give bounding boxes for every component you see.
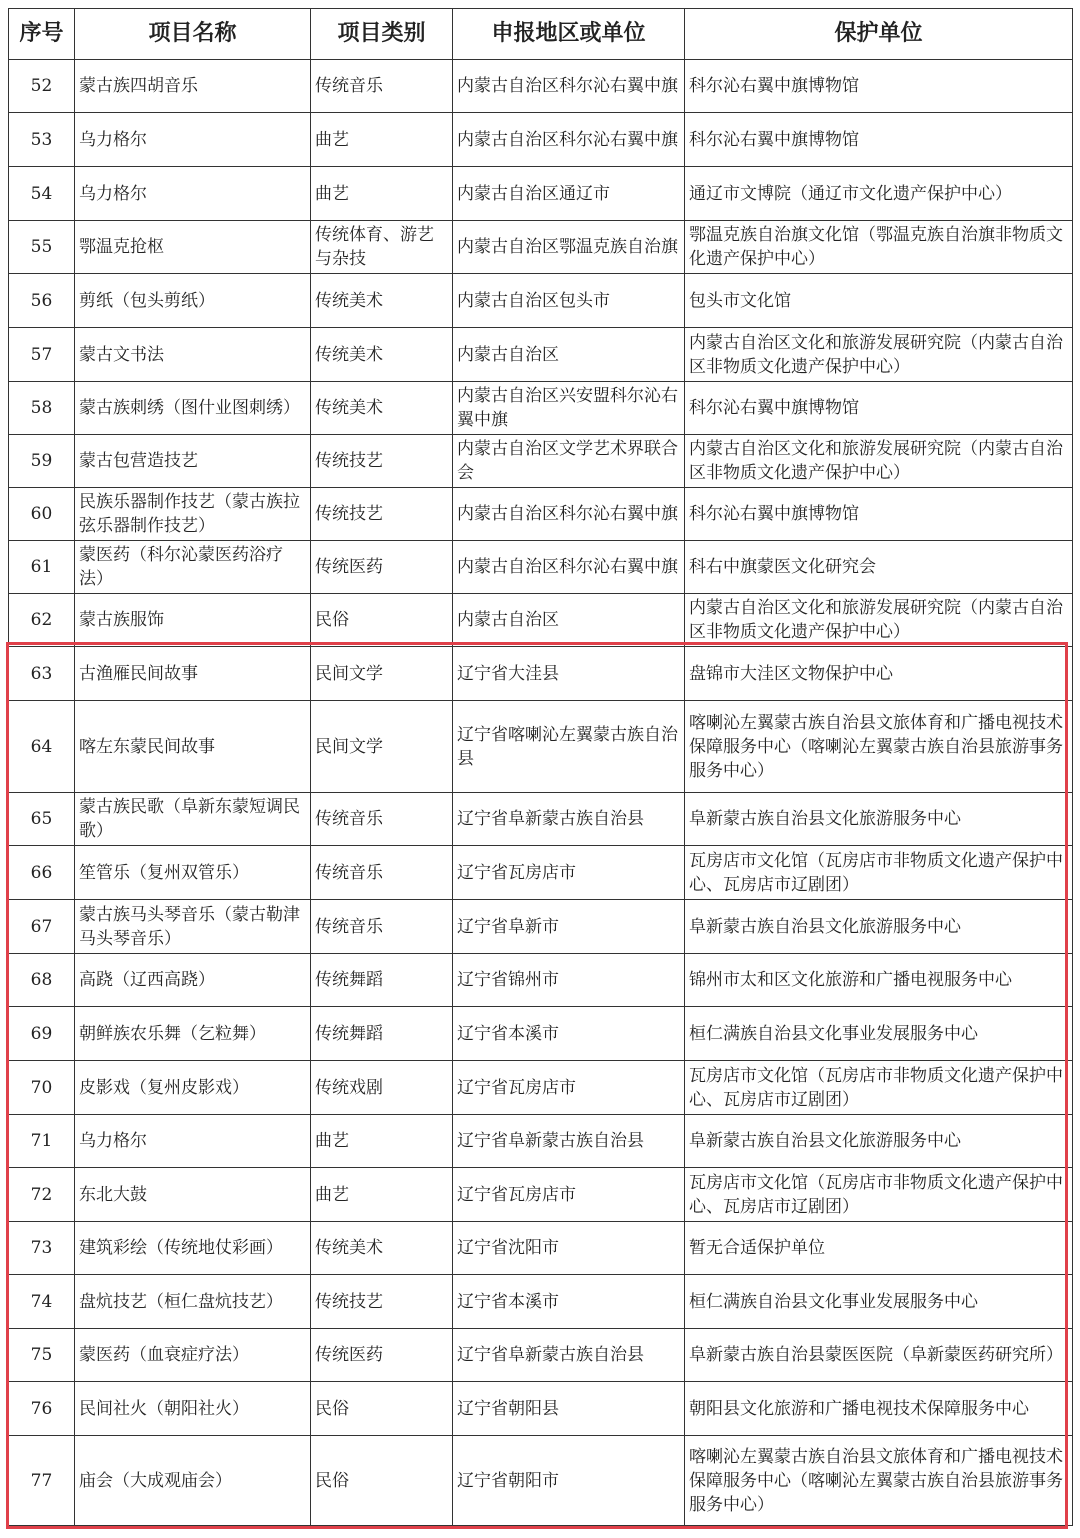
- table-row: [9, 382, 1073, 435]
- cell-no: 74: [9, 1275, 75, 1329]
- cell-region: 内蒙古自治区科尔沁右翼中旗: [453, 113, 685, 167]
- cell-region: 辽宁省阜新蒙古族自治县: [453, 1329, 685, 1382]
- cell-region: 内蒙古自治区鄂温克族自治旗: [453, 221, 685, 274]
- cell-category: 传统戏剧: [311, 1061, 453, 1115]
- cell-unit: 科尔沁右翼中旗博物馆: [685, 382, 1073, 435]
- cell-region: 内蒙古自治区兴安盟科尔沁右翼中旗: [453, 382, 685, 435]
- cell-name: 笙管乐（复州双管乐）: [75, 846, 311, 900]
- table-row: [9, 1007, 1073, 1061]
- cell-name: 东北大鼓: [75, 1168, 311, 1222]
- cell-no: 57: [9, 328, 75, 382]
- cell-name: 庙会（大成观庙会）: [75, 1436, 311, 1526]
- cell-no: 60: [9, 488, 75, 541]
- table-row: [9, 594, 1073, 647]
- cell-region: 辽宁省阜新蒙古族自治县: [453, 793, 685, 846]
- cell-region: 辽宁省朝阳市: [453, 1436, 685, 1526]
- cell-region: 辽宁省锦州市: [453, 954, 685, 1007]
- table-row: [9, 1168, 1073, 1222]
- cell-name: 喀左东蒙民间故事: [75, 701, 311, 793]
- table-row: [9, 328, 1073, 382]
- cell-unit: 朝阳县文化旅游和广播电视技术保障服务中心: [685, 1382, 1073, 1436]
- cell-no: 55: [9, 221, 75, 274]
- heritage-table: [8, 8, 1073, 1526]
- cell-no: 65: [9, 793, 75, 846]
- cell-unit: 暂无合适保护单位: [685, 1222, 1073, 1275]
- table-row: [9, 1275, 1073, 1329]
- cell-no: 73: [9, 1222, 75, 1275]
- cell-no: 69: [9, 1007, 75, 1061]
- cell-no: 71: [9, 1115, 75, 1168]
- cell-category: 传统舞蹈: [311, 954, 453, 1007]
- cell-category: 民俗: [311, 1436, 453, 1526]
- cell-name: 古渔雁民间故事: [75, 647, 311, 701]
- cell-no: 66: [9, 846, 75, 900]
- cell-category: 曲艺: [311, 167, 453, 221]
- cell-no: 59: [9, 435, 75, 488]
- cell-no: 72: [9, 1168, 75, 1222]
- cell-name: 蒙古族民歌（阜新东蒙短调民歌）: [75, 793, 311, 846]
- table-row: [9, 435, 1073, 488]
- cell-unit: 喀喇沁左翼蒙古族自治县文旅体育和广播电视技术保障服务中心（喀喇沁左翼蒙古族自治县旅游事务服务中心）: [685, 1436, 1073, 1526]
- cell-region: 内蒙古自治区科尔沁右翼中旗: [453, 541, 685, 594]
- cell-category: 传统音乐: [311, 60, 453, 113]
- cell-unit: 鄂温克族自治旗文化馆（鄂温克族自治旗非物质文化遗产保护中心）: [685, 221, 1073, 274]
- cell-unit: 瓦房店市文化馆（瓦房店市非物质文化遗产保护中心、瓦房店市辽剧团）: [685, 1061, 1073, 1115]
- cell-unit: 科右中旗蒙医文化研究会: [685, 541, 1073, 594]
- cell-region: 辽宁省瓦房店市: [453, 1168, 685, 1222]
- cell-category: 传统技艺: [311, 1275, 453, 1329]
- cell-name: 民间社火（朝阳社火）: [75, 1382, 311, 1436]
- cell-name: 鄂温克抢枢: [75, 221, 311, 274]
- table-row: [9, 221, 1073, 274]
- cell-region: 内蒙古自治区包头市: [453, 274, 685, 328]
- table-row: [9, 167, 1073, 221]
- cell-no: 54: [9, 167, 75, 221]
- table-row: [9, 1061, 1073, 1115]
- cell-region: 辽宁省沈阳市: [453, 1222, 685, 1275]
- cell-name: 高跷（辽西高跷）: [75, 954, 311, 1007]
- table-row: [9, 647, 1073, 701]
- cell-no: 63: [9, 647, 75, 701]
- cell-category: 民俗: [311, 594, 453, 647]
- cell-unit: 锦州市太和区文化旅游和广播电视服务中心: [685, 954, 1073, 1007]
- cell-unit: 阜新蒙古族自治县文化旅游服务中心: [685, 1115, 1073, 1168]
- cell-region: 内蒙古自治区文学艺术界联合会: [453, 435, 685, 488]
- cell-name: 蒙古族服饰: [75, 594, 311, 647]
- table-row: [9, 846, 1073, 900]
- cell-name: 蒙医药（科尔沁蒙医药浴疗法）: [75, 541, 311, 594]
- table-row: [9, 274, 1073, 328]
- cell-no: 58: [9, 382, 75, 435]
- cell-no: 64: [9, 701, 75, 793]
- cell-unit: 喀喇沁左翼蒙古族自治县文旅体育和广播电视技术保障服务中心（喀喇沁左翼蒙古族自治县旅游事务服务中心）: [685, 701, 1073, 793]
- cell-name: 乌力格尔: [75, 167, 311, 221]
- cell-unit: 科尔沁右翼中旗博物馆: [685, 488, 1073, 541]
- cell-no: 56: [9, 274, 75, 328]
- cell-category: 传统美术: [311, 328, 453, 382]
- table-row: [9, 701, 1073, 793]
- table-row: [9, 113, 1073, 167]
- cell-region: 内蒙古自治区科尔沁右翼中旗: [453, 60, 685, 113]
- header-name: 项目名称: [75, 9, 311, 60]
- cell-region: 辽宁省阜新市: [453, 900, 685, 954]
- cell-no: 77: [9, 1436, 75, 1526]
- cell-region: 辽宁省大洼县: [453, 647, 685, 701]
- cell-no: 67: [9, 900, 75, 954]
- cell-region: 辽宁省喀喇沁左翼蒙古族自治县: [453, 701, 685, 793]
- cell-category: 传统体育、游艺与杂技: [311, 221, 453, 274]
- cell-name: 蒙古族刺绣（图什业图刺绣）: [75, 382, 311, 435]
- cell-category: 传统医药: [311, 1329, 453, 1382]
- table-row: [9, 1382, 1073, 1436]
- cell-region: 内蒙古自治区: [453, 328, 685, 382]
- cell-region: 辽宁省瓦房店市: [453, 1061, 685, 1115]
- header-category: 项目类别: [311, 9, 453, 60]
- cell-unit: 内蒙古自治区文化和旅游发展研究院（内蒙古自治区非物质文化遗产保护中心）: [685, 435, 1073, 488]
- cell-region: 内蒙古自治区通辽市: [453, 167, 685, 221]
- cell-name: 乌力格尔: [75, 113, 311, 167]
- cell-category: 曲艺: [311, 1115, 453, 1168]
- cell-category: 民间文学: [311, 701, 453, 793]
- cell-unit: 桓仁满族自治县文化事业发展服务中心: [685, 1007, 1073, 1061]
- cell-unit: 内蒙古自治区文化和旅游发展研究院（内蒙古自治区非物质文化遗产保护中心）: [685, 328, 1073, 382]
- table-row: [9, 1436, 1073, 1526]
- cell-no: 62: [9, 594, 75, 647]
- cell-unit: 瓦房店市文化馆（瓦房店市非物质文化遗产保护中心、瓦房店市辽剧团）: [685, 1168, 1073, 1222]
- cell-no: 75: [9, 1329, 75, 1382]
- header-no: 序号: [9, 9, 75, 60]
- cell-category: 传统舞蹈: [311, 1007, 453, 1061]
- cell-category: 传统美术: [311, 382, 453, 435]
- table-row: [9, 793, 1073, 846]
- cell-unit: 包头市文化馆: [685, 274, 1073, 328]
- cell-name: 蒙古族四胡音乐: [75, 60, 311, 113]
- cell-no: 53: [9, 113, 75, 167]
- cell-unit: 阜新蒙古族自治县文化旅游服务中心: [685, 900, 1073, 954]
- cell-name: 蒙医药（血衰症疗法）: [75, 1329, 311, 1382]
- cell-category: 民俗: [311, 1382, 453, 1436]
- cell-category: 曲艺: [311, 1168, 453, 1222]
- cell-unit: 通辽市文博院（通辽市文化遗产保护中心）: [685, 167, 1073, 221]
- cell-category: 传统音乐: [311, 793, 453, 846]
- cell-category: 曲艺: [311, 113, 453, 167]
- cell-region: 内蒙古自治区科尔沁右翼中旗: [453, 488, 685, 541]
- cell-region: 辽宁省瓦房店市: [453, 846, 685, 900]
- cell-no: 70: [9, 1061, 75, 1115]
- cell-name: 蒙古文书法: [75, 328, 311, 382]
- header-region: 申报地区或单位: [453, 9, 685, 60]
- cell-region: 辽宁省本溪市: [453, 1275, 685, 1329]
- cell-name: 蒙古包营造技艺: [75, 435, 311, 488]
- cell-unit: 盘锦市大洼区文物保护中心: [685, 647, 1073, 701]
- cell-category: 传统美术: [311, 1222, 453, 1275]
- table-row: [9, 1115, 1073, 1168]
- table-row: [9, 60, 1073, 113]
- cell-unit: 阜新蒙古族自治县文化旅游服务中心: [685, 793, 1073, 846]
- cell-unit: 阜新蒙古族自治县蒙医医院（阜新蒙医药研究所）: [685, 1329, 1073, 1382]
- table-row: [9, 488, 1073, 541]
- cell-name: 建筑彩绘（传统地仗彩画）: [75, 1222, 311, 1275]
- cell-no: 68: [9, 954, 75, 1007]
- cell-unit: 桓仁满族自治县文化事业发展服务中心: [685, 1275, 1073, 1329]
- table-row: [9, 954, 1073, 1007]
- cell-name: 民族乐器制作技艺（蒙古族拉弦乐器制作技艺）: [75, 488, 311, 541]
- header-row: [9, 9, 1073, 60]
- cell-name: 盘炕技艺（桓仁盘炕技艺）: [75, 1275, 311, 1329]
- cell-category: 传统医药: [311, 541, 453, 594]
- cell-unit: 内蒙古自治区文化和旅游发展研究院（内蒙古自治区非物质文化遗产保护中心）: [685, 594, 1073, 647]
- cell-category: 民间文学: [311, 647, 453, 701]
- cell-name: 蒙古族马头琴音乐（蒙古勒津马头琴音乐）: [75, 900, 311, 954]
- cell-category: 传统技艺: [311, 435, 453, 488]
- header-unit: 保护单位: [685, 9, 1073, 60]
- cell-category: 传统音乐: [311, 846, 453, 900]
- cell-unit: 科尔沁右翼中旗博物馆: [685, 113, 1073, 167]
- cell-name: 朝鲜族农乐舞（乞粒舞）: [75, 1007, 311, 1061]
- cell-no: 76: [9, 1382, 75, 1436]
- cell-no: 61: [9, 541, 75, 594]
- cell-unit: 科尔沁右翼中旗博物馆: [685, 60, 1073, 113]
- table-body: [9, 60, 1073, 1526]
- table-row: [9, 900, 1073, 954]
- cell-region: 辽宁省朝阳县: [453, 1382, 685, 1436]
- cell-name: 皮影戏（复州皮影戏）: [75, 1061, 311, 1115]
- cell-region: 辽宁省本溪市: [453, 1007, 685, 1061]
- table-row: [9, 1329, 1073, 1382]
- cell-no: 52: [9, 60, 75, 113]
- cell-unit: 瓦房店市文化馆（瓦房店市非物质文化遗产保护中心、瓦房店市辽剧团）: [685, 846, 1073, 900]
- table-row: [9, 541, 1073, 594]
- cell-name: 乌力格尔: [75, 1115, 311, 1168]
- cell-category: 传统音乐: [311, 900, 453, 954]
- cell-name: 剪纸（包头剪纸）: [75, 274, 311, 328]
- cell-category: 传统技艺: [311, 488, 453, 541]
- table-row: [9, 1222, 1073, 1275]
- cell-region: 辽宁省阜新蒙古族自治县: [453, 1115, 685, 1168]
- cell-region: 内蒙古自治区: [453, 594, 685, 647]
- cell-category: 传统美术: [311, 274, 453, 328]
